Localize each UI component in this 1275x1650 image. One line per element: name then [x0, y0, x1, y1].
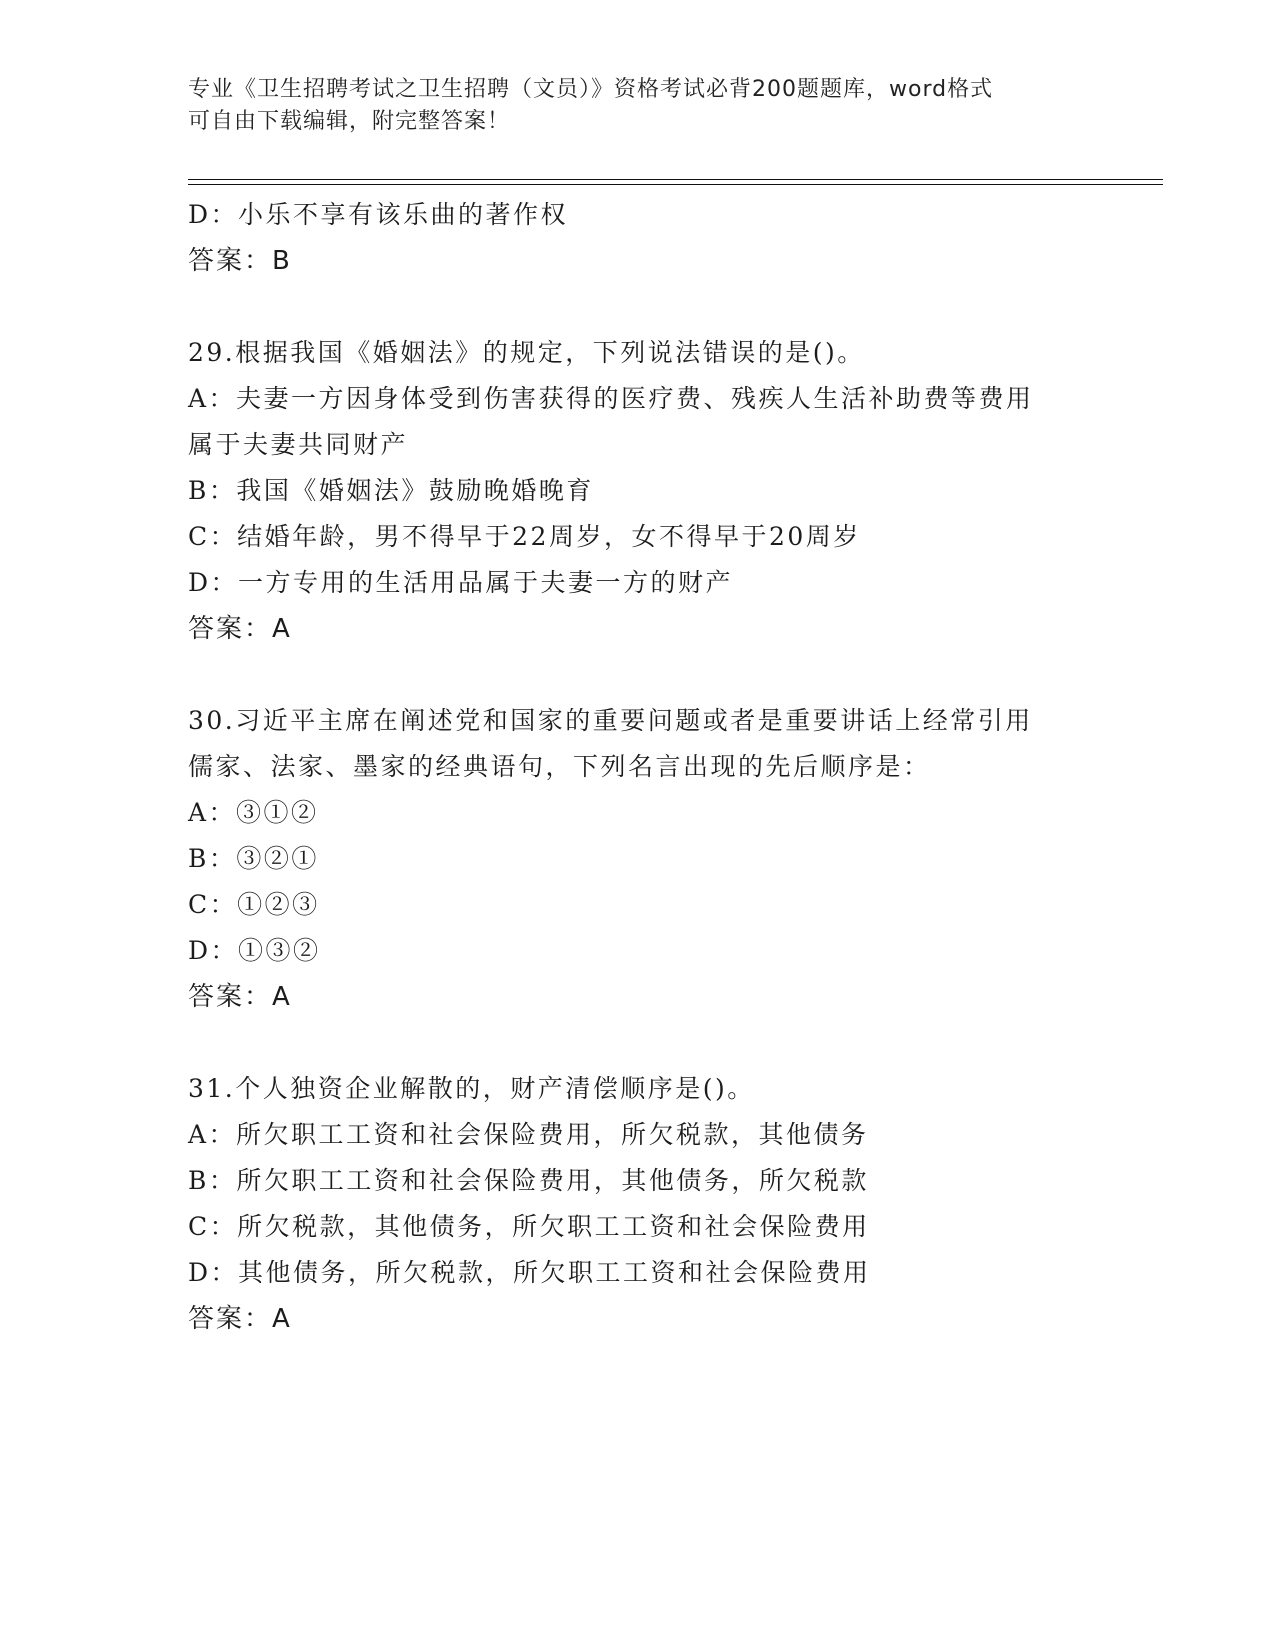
option-c: C：结婚年龄，男不得早于22周岁，女不得早于20周岁: [188, 522, 861, 551]
answer-label: 答案：A: [188, 614, 292, 644]
option-c: C：所欠税款，其他债务，所欠职工工资和社会保险费用: [188, 1212, 870, 1241]
spacer: [188, 284, 1088, 330]
question-content: [188, 192, 1088, 1342]
answer-label: 答案：A: [188, 1304, 292, 1334]
option-c: C：①②③: [188, 890, 320, 919]
question-stem: 30.习近平主席在阐述党和国家的重要问题或者是重要讲话上经常引用: [188, 706, 1033, 735]
header-line-2: 可自由下载编辑，附完整答案！: [188, 109, 511, 134]
question-30: [188, 698, 1088, 1020]
option-a-continued: 属于夫妻共同财产: [188, 430, 409, 459]
question-stem: 29.根据我国《婚姻法》的规定，下列说法错误的是()。: [188, 338, 865, 367]
spacer: [188, 652, 1088, 698]
option-a: A：③①②: [188, 798, 319, 827]
option-a: A：所欠职工工资和社会保险费用，所欠税款，其他债务: [188, 1120, 869, 1149]
question-stem: 31.个人独资企业解散的，财产清偿顺序是()。: [188, 1074, 755, 1103]
option-b: B：我国《婚姻法》鼓励晚婚晚育: [188, 476, 594, 505]
answer-label: 答案：A: [188, 982, 292, 1012]
option-d: D：一方专用的生活用品属于夫妻一方的财产: [188, 568, 734, 597]
spacer: [188, 1020, 1088, 1066]
header-divider-top: [188, 179, 1163, 180]
option-d: D：小乐不享有该乐曲的著作权: [188, 200, 569, 229]
question-31: [188, 1066, 1088, 1342]
option-b: B：③②①: [188, 844, 319, 873]
option-b: B：所欠职工工资和社会保险费用，其他债务，所欠税款: [188, 1166, 869, 1195]
option-d: D：其他债务，所欠税款，所欠职工工资和社会保险费用: [188, 1258, 871, 1287]
option-d: D：①③②: [188, 936, 321, 965]
prev-question-block: [188, 192, 1088, 284]
question-29: [188, 330, 1088, 652]
answer-label: 答案：B: [188, 246, 292, 276]
header-divider-bottom: [188, 184, 1163, 185]
question-stem-continued: 儒家、法家、墨家的经典语句，下列名言出现的先后顺序是：: [188, 752, 931, 781]
page-header: [188, 74, 1068, 138]
option-a: A：夫妻一方因身体受到伤害获得的医疗费、残疾人生活补助费等费用: [188, 384, 1034, 413]
header-line-1: 专业《卫生招聘考试之卫生招聘（文员）》资格考试必背200题题库，word格式: [188, 77, 994, 102]
